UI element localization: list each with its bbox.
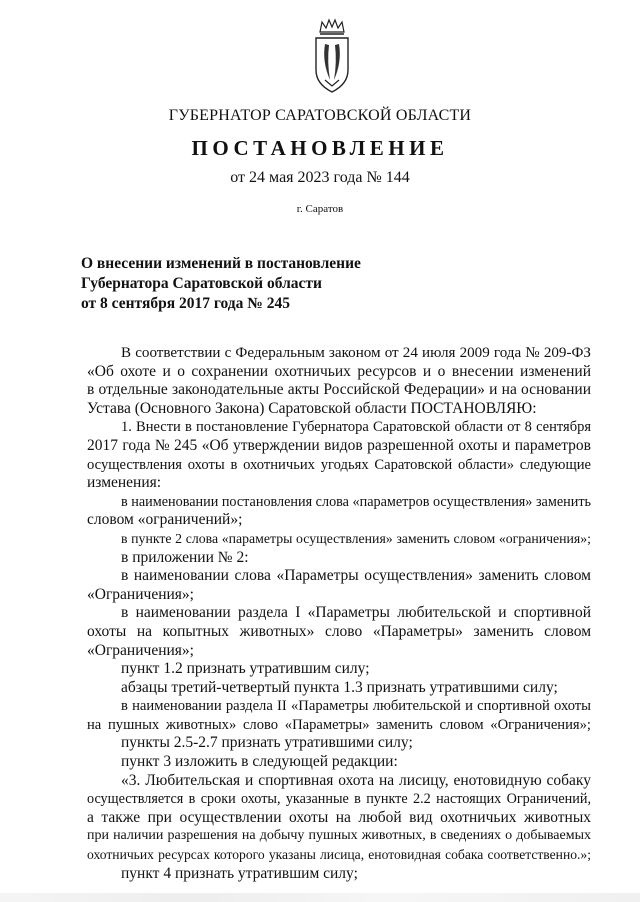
body-line: «Об охоте и о сохранении охотничьих ресурсов и о внесении изменений bbox=[87, 362, 591, 380]
document-city: г. Саратов bbox=[296, 203, 344, 215]
body-line: в отдельные законодательные акты Российской Федерации» и на основании bbox=[87, 381, 591, 399]
body-line: пункт 1.2 признать утратившим силу; bbox=[121, 660, 370, 678]
body-line: В соответствии с Федеральным законом от 24 июля 2009 года № 209-ФЗ bbox=[121, 345, 591, 361]
body-line: на пушных животных» слово «Параметры» заменить словом «Ограничения»; bbox=[87, 716, 591, 733]
body-line: в наименовании слова «Параметры осуществления» заменить словом bbox=[121, 567, 591, 585]
body-line: а также при осуществлении охоты на любой вид охотничьих животных bbox=[87, 808, 591, 826]
body-line: Устава (Основного Закона) Саратовской области ПОСТАНОВЛЯЮ: bbox=[87, 399, 537, 417]
document-type-title: ПОСТАНОВЛЕНИЕ bbox=[191, 136, 449, 160]
body-line: в пункте 2 слова «параметры осуществления» заменить словом «ограничения»; bbox=[121, 530, 591, 546]
body-line: при наличии разрешения на добычу пушных животных, в сведениях о добываемых bbox=[87, 828, 591, 844]
body-line: словом «ограничений»; bbox=[87, 511, 243, 529]
body-line: в наименовании раздела I «Параметры любительской и спортивной bbox=[121, 604, 591, 622]
body-line: «Ограничения»; bbox=[87, 641, 194, 659]
body-line: в наименовании раздела II «Параметры любительской и спортивной охоты bbox=[121, 698, 591, 715]
body-line: пункт 3 изложить в следующей редакции: bbox=[121, 753, 398, 771]
body-line: в приложении № 2: bbox=[121, 548, 249, 566]
body-line: охоты на копытных животных» слово «Параметры» заменить словом bbox=[87, 622, 591, 640]
subject-line: от 8 сентября 2017 года № 245 bbox=[81, 295, 290, 312]
saratov-coat-of-arms-icon bbox=[312, 18, 352, 98]
document-body bbox=[87, 344, 591, 883]
body-line: «3. Любительская и спортивная охота на лисицу, енотовидную собаку bbox=[121, 771, 591, 789]
issuing-authority: ГУБЕРНАТОР САРАТОВСКОЙ ОБЛАСТИ bbox=[168, 107, 472, 124]
body-line: пункт 4 признать утратившим силу; bbox=[121, 864, 358, 882]
document-date-number: от 24 мая 2023 года № 144 bbox=[230, 169, 410, 186]
body-line: осуществляется в сроки охоты, указанные в пункте 2.2 настоящих Ограничений, bbox=[87, 791, 591, 808]
subject-line: Губернатора Саратовской области bbox=[81, 275, 322, 292]
body-line: пункты 2.5-2.7 признать утратившими силу; bbox=[121, 734, 413, 752]
body-line: абзацы третий-четвертый пункта 1.3 признать утратившими силу; bbox=[121, 678, 558, 696]
body-line: 1. Внести в постановление Губернатора Саратовской области от 8 сентября bbox=[121, 419, 591, 436]
body-line: 2017 года № 245 «Об утверждении видов разрешенной охоты и параметров bbox=[87, 436, 591, 454]
body-line: осуществления охоты в охотничьих угодьях Саратовской области» следующие bbox=[87, 456, 591, 473]
body-line: изменения: bbox=[87, 474, 162, 492]
body-line: «Ограничения»; bbox=[87, 585, 194, 603]
body-line: охотничьих ресурсах которого указаны лисица, енотовидная собака соответственно.»; bbox=[87, 847, 591, 863]
subject-line: О внесении изменений в постановление bbox=[81, 255, 361, 272]
document-subject bbox=[81, 254, 361, 314]
scan-bottom-edge bbox=[0, 893, 640, 902]
body-line: в наименовании постановления слова «параметров осуществления» заменить bbox=[121, 493, 591, 510]
